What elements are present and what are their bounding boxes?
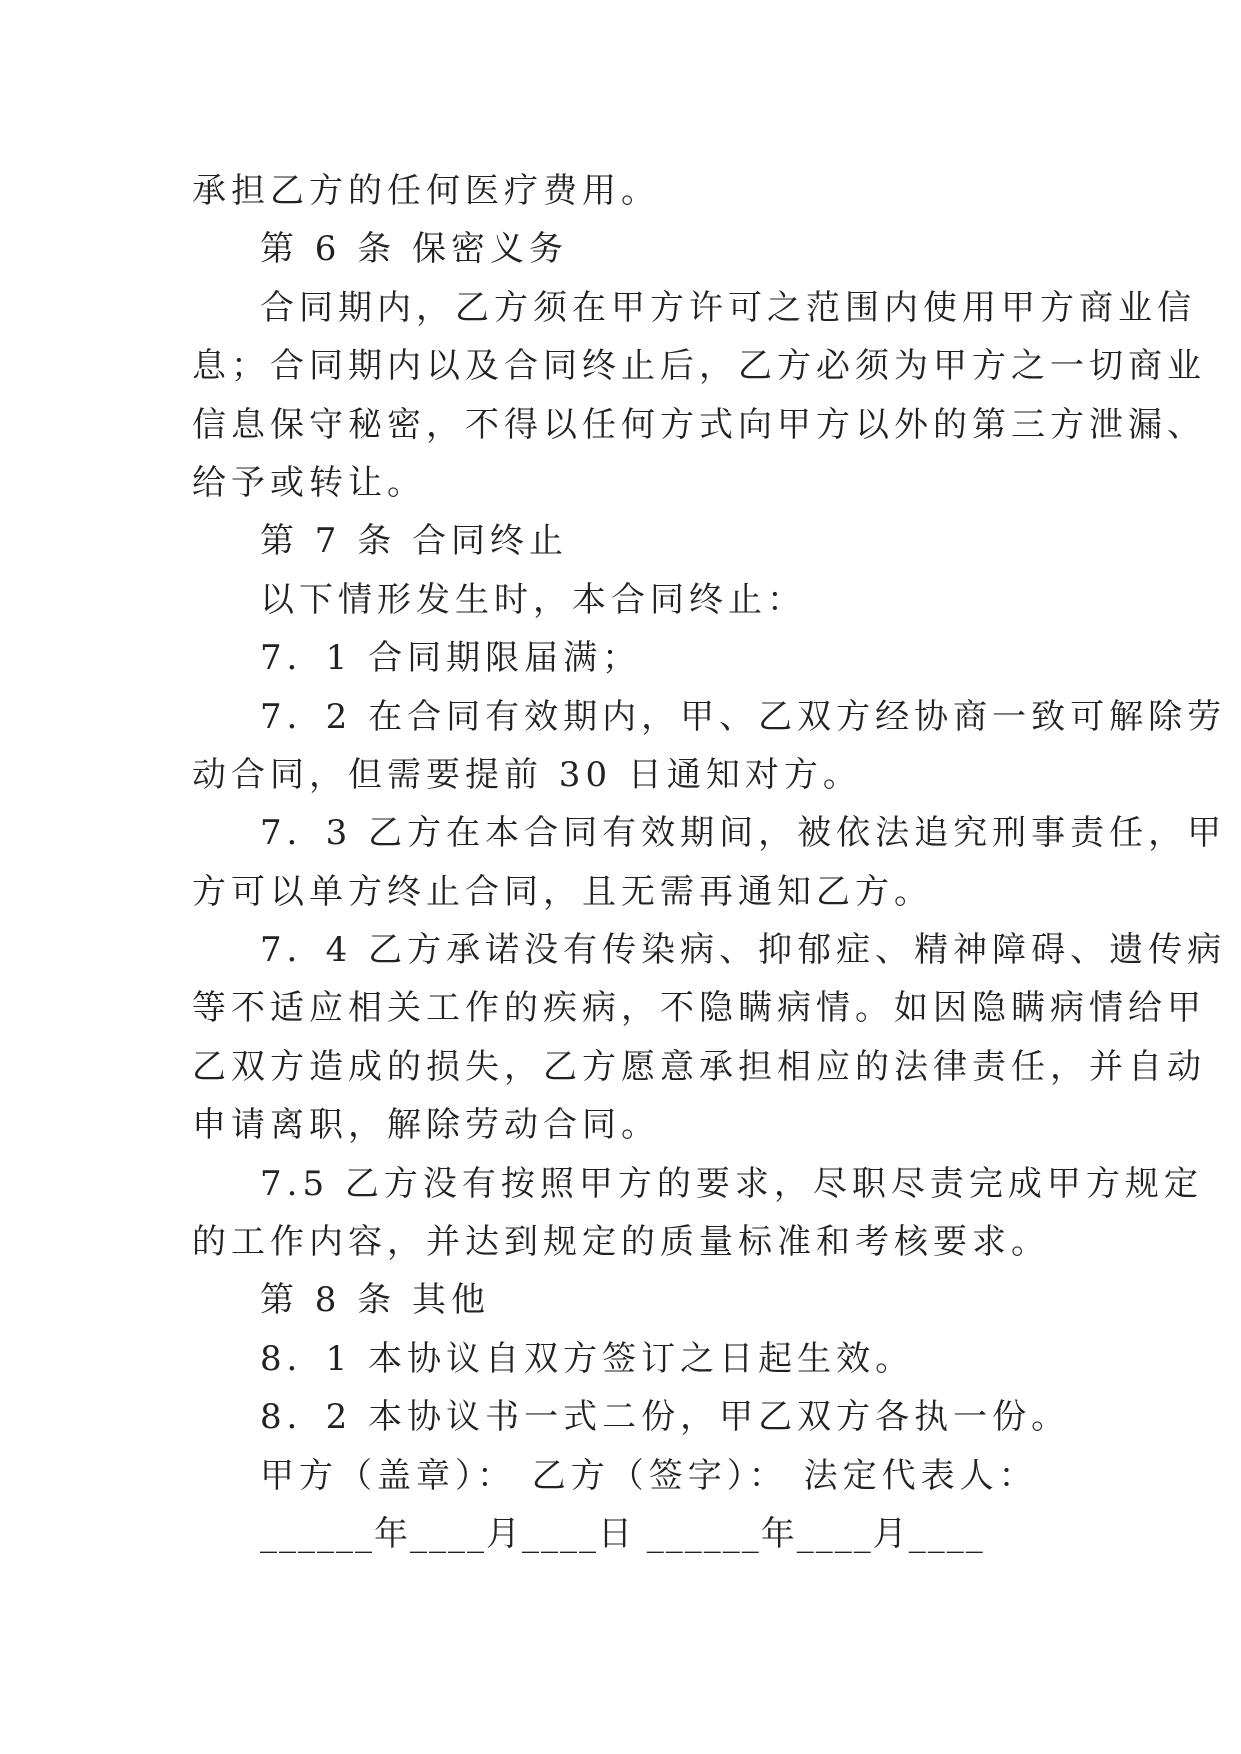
- clause-line: 7．2 在合同有效期内，甲、乙双方经协商一致可解除劳: [260, 696, 1227, 737]
- paragraph-line: 合同期内，乙方须在甲方许可之范围内使用甲方商业信: [260, 287, 1196, 328]
- paragraph-line: 以下情形发生时，本合同终止：: [260, 579, 806, 620]
- signature-labels: 甲方（盖章）： 乙方（签字）： 法定代表人：: [260, 1455, 1038, 1496]
- section-heading: 第 6 条 保密义务: [260, 229, 569, 270]
- paragraph-line: 息；合同期内以及合同终止后，乙方必须为甲方之一切商业: [192, 346, 1206, 387]
- paragraph-line: 的工作内容，并达到规定的质量标准和考核要求。: [192, 1222, 1050, 1263]
- clause-line: 8．2 本协议书一式二份，甲乙双方各执一份。: [260, 1397, 1071, 1438]
- section-heading: 第 7 条 合同终止: [260, 521, 569, 562]
- paragraph-line: 乙双方造成的损失，乙方愿意承担相应的法律责任，并自动: [192, 1046, 1206, 1087]
- clause-line: 7．1 合同期限届满；: [260, 638, 642, 679]
- clause-line: 8．1 本协议自双方签订之日起生效。: [260, 1338, 915, 1379]
- paragraph-line: 信息保守秘密，不得以任何方式向甲方以外的第三方泄漏、: [192, 404, 1206, 445]
- signature-date-line: ______年____月____日 ______年____月____: [260, 1513, 985, 1554]
- section-heading: 第 8 条 其他: [260, 1280, 491, 1321]
- clause-line: 7．3 乙方在本合同有效期间，被依法追究刑事责任，甲: [260, 813, 1227, 854]
- paragraph-line: 动合同，但需要提前 30 日通知对方。: [192, 754, 862, 795]
- clause-line: 7．4 乙方承诺没有传染病、抑郁症、精神障碍、遗传病: [260, 930, 1227, 971]
- paragraph-line: 方可以单方终止合同，且无需再通知乙方。: [192, 871, 933, 912]
- paragraph-line: 申请离职，解除劳动合同。: [192, 1105, 660, 1146]
- clause-line: 7.5 乙方没有按照甲方的要求，尽职尽责完成甲方规定: [260, 1163, 1203, 1204]
- document-body: [192, 162, 1227, 1563]
- paragraph-line: 等不适应相关工作的疾病，不隐瞒病情。如因隐瞒病情给甲: [192, 988, 1206, 1029]
- paragraph-line: 给予或转让。: [192, 462, 426, 503]
- paragraph-line: 承担乙方的任何医疗费用。: [192, 171, 660, 211]
